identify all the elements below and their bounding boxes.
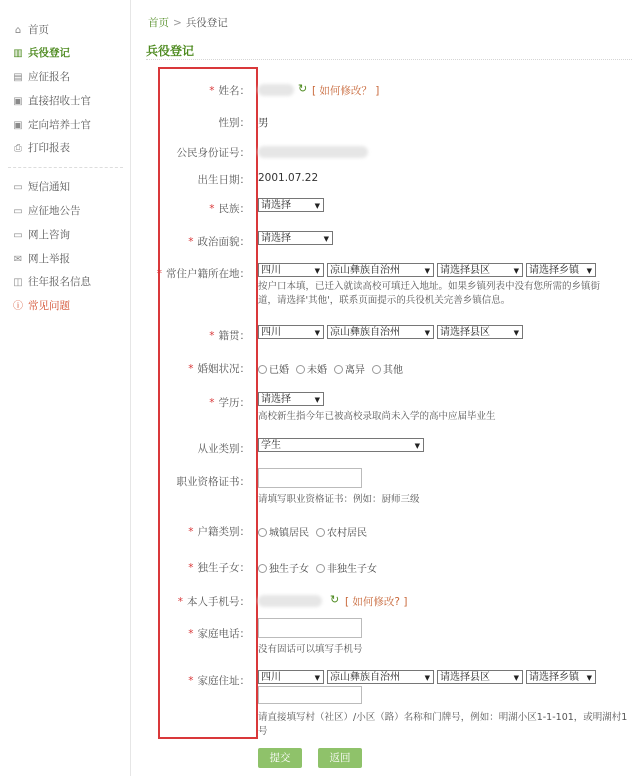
native-province-select[interactable]: 四川 ▼	[258, 325, 324, 339]
address-town-select[interactable]: 请选择乡镇 ▼	[526, 670, 596, 684]
sidebar-item-label: 网上咨询	[28, 229, 70, 241]
certificate-input[interactable]	[258, 468, 362, 488]
sidebar-item-soldier-register[interactable]	[12, 44, 70, 62]
education-select[interactable]: 请选择 ▼	[258, 392, 324, 406]
address-county-select[interactable]: 请选择县区 ▼	[437, 670, 523, 684]
message-icon: ▭	[13, 182, 23, 193]
residence-province-select[interactable]: 四川 ▼	[258, 263, 324, 277]
marital-option-other[interactable]: 其他	[372, 365, 403, 376]
hukou-type-radio-group	[258, 524, 374, 539]
home-phone-hint: 没有固话可以填写手机号	[258, 644, 363, 655]
residence-county-select[interactable]: 请选择县区 ▼	[437, 263, 523, 277]
name-howto-link[interactable]: [ 如何修改？ ]	[312, 85, 380, 97]
breadcrumb-home-link[interactable]: 首页	[148, 17, 169, 29]
chevron-down-icon: ▼	[314, 202, 320, 210]
sidebar-item-label: 直接招收士官	[28, 95, 91, 107]
document-icon: ▤	[13, 72, 23, 83]
native-county-select[interactable]: 请选择县区 ▼	[437, 325, 523, 339]
political-label: * 政治面貌：	[188, 236, 250, 248]
home-address-label: * 家庭住址：	[188, 675, 250, 687]
id-number-label: 公民身份证号：	[176, 147, 250, 159]
sidebar-item-label: 打印报表	[28, 142, 70, 154]
sidebar-item-home[interactable]	[12, 21, 49, 39]
info-icon: ⓘ	[13, 301, 23, 312]
sidebar-item-label: 定向培养士官	[28, 119, 91, 131]
residence-hint: 按户口本填，已迁入就读高校可填迁入地址。如果乡镇列表中没有您所需的乡镇街道，请选择'其他'，联系页面提示的兵役机关完善乡镇信息。	[258, 281, 601, 306]
sidebar-item-report[interactable]	[12, 250, 70, 268]
sidebar-item-label: 短信通知	[28, 181, 70, 193]
chevron-down-icon: ▼	[414, 442, 420, 450]
sidebar-item-label: 应征地公告	[28, 205, 81, 217]
residence-label: * 常住户籍所在地：	[156, 268, 250, 280]
sidebar-item-history[interactable]	[12, 273, 91, 291]
marital-option-unmarried[interactable]: 未婚	[296, 365, 327, 376]
home-phone-input[interactable]	[258, 618, 362, 638]
only-child-option-no[interactable]: 非独生子女	[316, 564, 377, 575]
marital-radio-group	[258, 361, 410, 376]
marital-label: * 婚姻状况：	[188, 363, 250, 375]
sidebar-item-label: 首页	[28, 24, 49, 36]
sidebar-item-enlist-signup[interactable]	[12, 68, 70, 86]
breadcrumb	[148, 15, 228, 30]
breadcrumb-current: 兵役登记	[185, 17, 228, 29]
sidebar-item-notice[interactable]	[12, 202, 81, 220]
sidebar-item-consult[interactable]	[12, 226, 70, 244]
mail-icon: ✉	[13, 254, 23, 265]
history-icon: ◫	[13, 277, 23, 288]
back-button[interactable]: 返回	[318, 748, 362, 768]
sidebar-item-direct-nco[interactable]	[12, 92, 91, 110]
mobile-value-redacted	[258, 595, 322, 607]
marital-option-divorced[interactable]: 离异	[334, 365, 365, 376]
printer-icon: ⎙	[14, 143, 22, 154]
submit-button[interactable]: 提交	[258, 748, 302, 768]
sidebar-item-label: 网上举报	[28, 253, 70, 265]
sidebar-item-label: 常见问题	[28, 300, 70, 312]
birthdate-label: 出生日期：	[197, 174, 250, 186]
refresh-icon[interactable]: ↻	[298, 82, 308, 95]
native-label: * 籍贯：	[209, 330, 250, 342]
home-phone-label: * 家庭电话：	[188, 628, 250, 640]
native-prefecture-select[interactable]: 凉山彝族自治州 ▼	[327, 325, 434, 339]
political-select[interactable]: 请选择 ▼	[258, 231, 333, 245]
sidebar-item-faq[interactable]	[12, 297, 70, 315]
sidebar-item-label: 兵役登记	[28, 47, 70, 59]
certificate-hint: 请填写职业资格证书：例如：厨师三级	[258, 494, 420, 505]
sidebar-divider	[8, 167, 123, 168]
id-number-redacted	[258, 146, 368, 158]
address-prefecture-select[interactable]: 凉山彝族自治州 ▼	[327, 670, 434, 684]
message-icon: ▭	[13, 206, 23, 217]
occupation-select[interactable]: 学生 ▼	[258, 438, 424, 452]
education-hint: 高校新生指今年已被高校录取尚未入学的高中应届毕业生	[258, 411, 496, 422]
hukou-option-urban[interactable]: 城镇居民	[258, 528, 309, 539]
sidebar-item-directed-nco[interactable]	[12, 116, 91, 134]
mobile-label: * 本人手机号：	[177, 596, 250, 608]
only-child-label: * 独生子女：	[188, 562, 250, 574]
sidebar-item-label: 往年报名信息	[28, 276, 91, 288]
sidebar-item-label: 应征报名	[28, 71, 70, 83]
id-card-icon: ▣	[13, 120, 23, 131]
soldier-register-icon: ▥	[13, 48, 23, 59]
only-child-radio-group	[258, 560, 384, 575]
sidebar	[0, 0, 131, 776]
chevron-down-icon: ▼	[323, 235, 329, 243]
gender-label: 性别：	[218, 117, 250, 129]
residence-prefecture-select[interactable]: 凉山彝族自治州 ▼	[327, 263, 434, 277]
marital-option-married[interactable]: 已婚	[258, 365, 289, 376]
message-icon: ▭	[13, 230, 23, 241]
residence-town-select[interactable]: 请选择乡镇 ▼	[526, 263, 596, 277]
birthdate-value: 2001.07.22	[258, 172, 319, 184]
address-province-select[interactable]: 四川 ▼	[258, 670, 324, 684]
mobile-howto-link[interactable]: [ 如何修改? ]	[345, 596, 408, 608]
ethnicity-select[interactable]: 请选择 ▼	[258, 198, 324, 212]
hukou-option-rural[interactable]: 农村居民	[316, 528, 367, 539]
hukou-type-label: * 户籍类别：	[188, 526, 250, 538]
address-detail-input[interactable]	[258, 686, 362, 704]
sidebar-item-print-report[interactable]	[12, 139, 70, 157]
chevron-down-icon: ▼	[314, 396, 320, 404]
home-address-hint: 请直接填写村（社区）/小区（路）名称和门牌号，例如：明湖小区1-1-101，或明湖村1号	[258, 712, 628, 737]
breadcrumb-separator: >	[173, 17, 182, 29]
occupation-label: 从业类别：	[197, 443, 250, 455]
education-label: * 学历：	[209, 397, 250, 409]
name-value-redacted	[258, 84, 294, 96]
sidebar-item-sms[interactable]	[12, 178, 70, 196]
gender-value: 男	[258, 117, 269, 129]
id-card-icon: ▣	[13, 96, 23, 107]
title-divider	[146, 59, 632, 60]
refresh-icon[interactable]: ↻	[330, 593, 340, 606]
ethnicity-label: * 民族：	[209, 203, 250, 215]
certificate-label: 职业资格证书：	[176, 476, 250, 488]
only-child-option-yes[interactable]: 独生子女	[258, 564, 309, 575]
page-title: 兵役登记	[146, 44, 195, 58]
home-icon: ⌂	[14, 25, 22, 36]
name-label: * 姓名：	[209, 85, 250, 97]
